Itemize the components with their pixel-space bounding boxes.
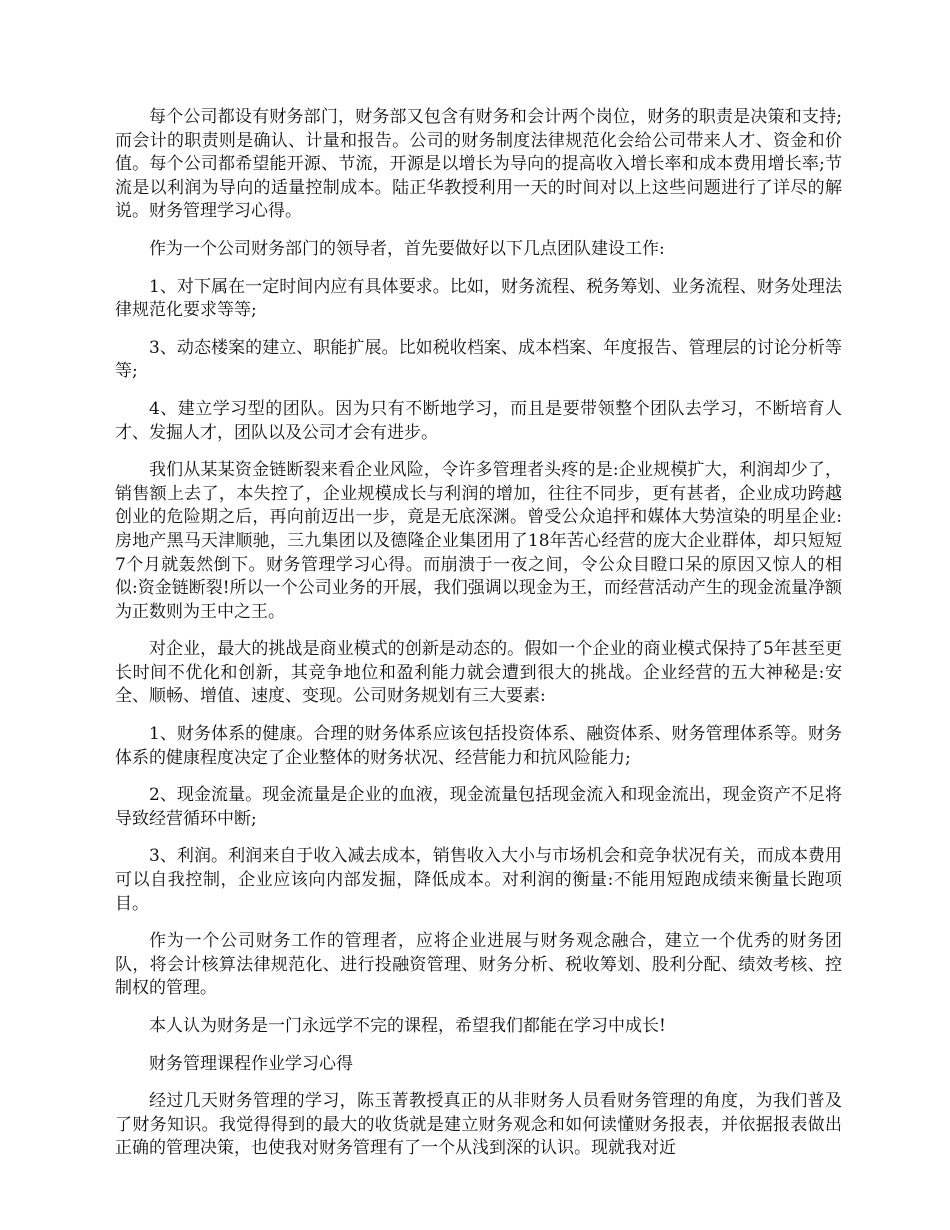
paragraph-10: 3、利润。利润来自于收入减去成本，销售收入大小与市场机会和竞争状况有关，而成本费用可以自我控制，企业应该向内部发掘，降低成本。对利润的衡量:不能用短跑成绩来衡量长跑项目。	[115, 846, 842, 914]
paragraph-11: 作为一个公司财务工作的管理者，应将企业进展与财务观念融合，建立一个优秀的财务团队，将会计核算法律规范化、进行投融资管理、财务分析、税收筹划、股利分配、绩效考核、控制权的管理。	[115, 931, 842, 999]
paragraph-3: 1、对下属在一定时间内应有具体要求。比如，财务流程、税务筹划、业务流程、财务处理法律规范化要求等等;	[115, 276, 842, 321]
document-body	[115, 106, 842, 1175]
paragraph-12: 本人认为财务是一门永远学不完的课程，希望我们都能在学习中成长!	[149, 1016, 666, 1036]
paragraph-9: 2、现金流量。现金流量是企业的血液，现金流量包括现金流入和现金流出，现金资产不足将导致经营循环中断;	[115, 785, 842, 829]
paragraph-8: 1、财务体系的健康。合理的财务体系应该包括投资体系、融资体系、财务管理体系等。财务体系的健康程度决定了企业整体的财务状况、经营能力和抗风险能力;	[115, 724, 842, 768]
paragraph-4: 3、动态楼案的建立、职能扩展。比如税收档案、成本档案、年度报告、管理层的讨论分析等等;	[115, 337, 842, 382]
section-heading: 财务管理课程作业学习心得	[149, 1053, 353, 1074]
paragraph-2: 作为一个公司财务部门的领导者，首先要做好以下几点团队建设工作:	[149, 238, 665, 259]
paragraph-5: 4、建立学习型的团队。因为只有不断地学习，而且是要带领整个团队去学习，不断培育人才、发掘人才，团队以及公司才会有进步。	[115, 398, 842, 443]
paragraph-1: 每个公司都设有财务部门，财务部又包含有财务和会计两个岗位，财务的职责是决策和支持;而会计的职责则是确认、计量和报告。公司的财务制度法律规范化会给公司带来人才、资金和价值。每个公司都希望能开源、节流，开源是以增长为导向的提高收入增长率和成本费用增长率;节流是以利润为导向的适量控制成本。陆正华教授利用一天的时间对以上这些问题进行了详尽的解说。财务管理学习心得。	[115, 107, 842, 222]
paragraph-13: 经过几天财务管理的学习，陈玉菁教授真正的从非财务人员看财务管理的角度，为我们普及了财务知识。我觉得得到的最大的收货就是建立财务观念和如何读懂财务报表，并依据报表做出正确的管理决策，也使我对财务管理有了一个从浅到深的认识。现就我对近	[115, 1091, 842, 1159]
paragraph-7: 对企业，最大的挑战是商业模式的创新是动态的。假如一个企业的商业模式保持了5年甚至更长时间不优化和创新，其竞争地位和盈利能力就会遭到很大的挑战。企业经营的五大神秘是:安全、顺畅、增值、速度、变现。公司财务规划有三大要素:	[115, 639, 842, 707]
paragraph-6: 我们从某某资金链断裂来看企业风险，令许多管理者头疼的是:企业规模扩大，利润却少了，销售额上去了，本失控了，企业规模成长与利润的增加，往往不同步，更有甚者，企业成功跨越创业的危险期之后，再向前迈出一步，竟是无底深渊。曾受公众追抨和媒体大势渲染的明星企业:房地产黑马天津顺驰，三九集团以及德隆企业集团用了18年苦心经营的庞大企业群体，却只短短7个月就轰然倒下。财务管理学习心得。而崩溃于一夜之间，令公众目瞪口呆的原因又惊人的相似:资金链断裂!所以一个公司业务的开展，我们强调以现金为王，而经营活动产生的现金流量净额为正数则为王中之王。	[115, 460, 842, 622]
